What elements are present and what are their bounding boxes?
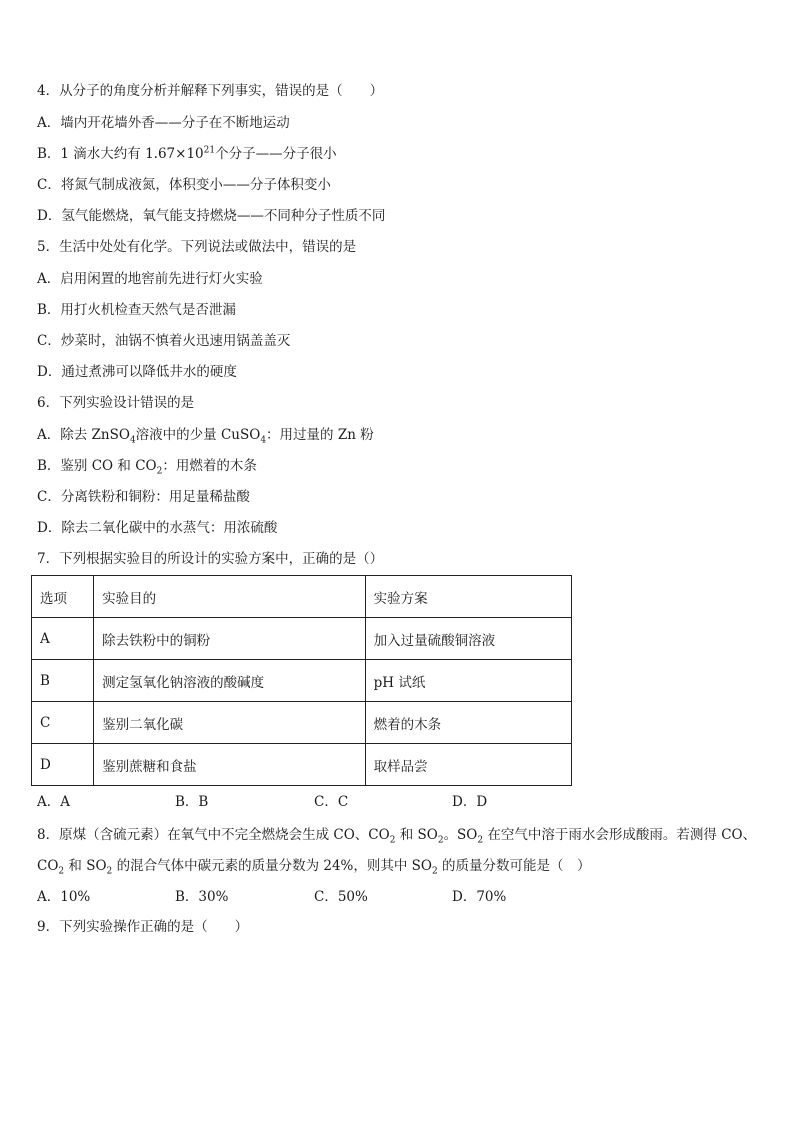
q8-l2-s1: 2	[58, 866, 65, 877]
table-cell: 燃着的木条	[365, 702, 571, 744]
q4-option-c: C．将氮气制成液氮，体积变小——分子体积变小	[37, 177, 331, 193]
table-cell: 除去铁粉中的铜粉	[94, 618, 366, 660]
q6-a-t1: A．除去 ZnSO	[37, 427, 130, 443]
q8-l2-s3: 2	[431, 866, 438, 877]
q9-stem: 9．下列实验操作正确的是（ ）	[37, 919, 249, 935]
q6-b-t2: ：用燃着的木条	[162, 458, 257, 474]
q8-l2-t4: 的质量分数可能是（ ）	[437, 858, 591, 874]
q8-option-c: C．50%	[314, 889, 368, 905]
q6-a-t2: 溶液中的少量 CuSO	[135, 427, 261, 443]
table-header-row	[32, 576, 572, 618]
q7-table	[31, 575, 572, 786]
table-row	[32, 618, 572, 660]
q6-a-sub2: 4	[260, 435, 267, 446]
q5-option-c: C．炒菜时，油锅不慎着火迅速用锅盖盖灭	[37, 333, 291, 349]
q8-l1-t4: 在空气中溶于雨水会形成酸雨。若测得 CO、	[483, 827, 757, 843]
q8-l1-t2: 和 SO	[395, 827, 438, 843]
q8-l1-t3: 。SO	[443, 827, 478, 843]
q8-l2-t1: CO	[37, 858, 59, 874]
table-cell: 加入过量硫酸铜溶液	[365, 618, 571, 660]
table-cell: C	[32, 702, 94, 744]
q8-l2-t3: 的混合气体中碳元素的质量分数为 24%，则其中 SO	[112, 858, 432, 874]
q4-stem: 4．从分子的角度分析并解释下列事实，错误的是（ ）	[37, 83, 384, 99]
q6-option-b	[37, 457, 257, 475]
table-cell: 鉴别蔗糖和食盐	[94, 744, 366, 786]
q4-b-text: B．1 滴水大约有 1.67×10	[37, 146, 204, 162]
q6-option-d: D．除去二氧化碳中的水蒸气：用浓硫酸	[37, 520, 278, 536]
q8-l2-t2: 和 SO	[64, 858, 107, 874]
q4-b-exponent: 21	[203, 145, 216, 156]
q5-stem: 5．生活中处处有化学。下列说法或做法中，错误的是	[37, 239, 357, 255]
q7-option-a: A．A	[37, 794, 70, 810]
table-cell: pH 试纸	[365, 660, 571, 702]
table-row	[32, 702, 572, 744]
q6-a-sub1: 4	[129, 435, 136, 446]
q6-option-c: C．分离铁粉和铜粉：用足量稀盐酸	[37, 489, 250, 505]
table-row	[32, 660, 572, 702]
q4-option-a: A．墙内开花墙外香——分子在不断地运动	[37, 115, 290, 131]
q5-option-b: B．用打火机检查天然气是否泄漏	[37, 302, 236, 318]
q8-l1-s1: 2	[389, 835, 396, 846]
q4-option-b	[37, 145, 337, 163]
q6-a-t3: ：用过量的 Zn 粉	[266, 427, 374, 443]
q6-b-sub: 2	[156, 466, 163, 477]
q7-option-d: D．D	[452, 794, 488, 810]
q8-l1-s2: 2	[437, 835, 444, 846]
q7-option-b: B．B	[175, 794, 209, 810]
header-cell: 选项	[32, 576, 94, 618]
q6-b-t1: B．鉴别 CO 和 CO	[37, 458, 157, 474]
q8-l1-s3: 2	[477, 835, 484, 846]
table-cell: 测定氢氧化钠溶液的酸碱度	[94, 660, 366, 702]
table-row	[32, 744, 572, 786]
q8-option-d: D．70%	[452, 889, 507, 905]
table-cell: D	[32, 744, 94, 786]
table-cell: A	[32, 618, 94, 660]
table-cell: 取样品尝	[365, 744, 571, 786]
header-cell: 实验方案	[365, 576, 571, 618]
q5-option-a: A．启用闲置的地窖前先进行灯火实验	[37, 271, 263, 287]
q8-l2-s2: 2	[106, 866, 113, 877]
q8-option-a: A．10%	[37, 889, 91, 905]
header-cell: 实验目的	[94, 576, 366, 618]
q6-stem: 6．下列实验设计错误的是	[37, 395, 195, 411]
q8-l1-t1: 8．原煤（含硫元素）在氧气中不完全燃烧会生成 CO、CO	[37, 827, 390, 843]
q4-option-d: D．氢气能燃烧，氧气能支持燃烧——不同种分子性质不同	[37, 208, 386, 224]
q7-stem: 7．下列根据实验目的所设计的实验方案中，正确的是（）	[37, 551, 384, 567]
q6-option-a	[37, 426, 374, 444]
q8-stem-line2	[37, 857, 591, 875]
table-cell: B	[32, 660, 94, 702]
q8-option-b: B．30%	[175, 889, 229, 905]
table-cell: 鉴别二氧化碳	[94, 702, 366, 744]
q8-stem-line1	[37, 826, 756, 844]
q7-option-c: C．C	[314, 794, 349, 810]
q4-b-text-end: 个分子——分子很小	[215, 146, 337, 162]
q5-option-d: D．通过煮沸可以降低井水的硬度	[37, 364, 237, 380]
